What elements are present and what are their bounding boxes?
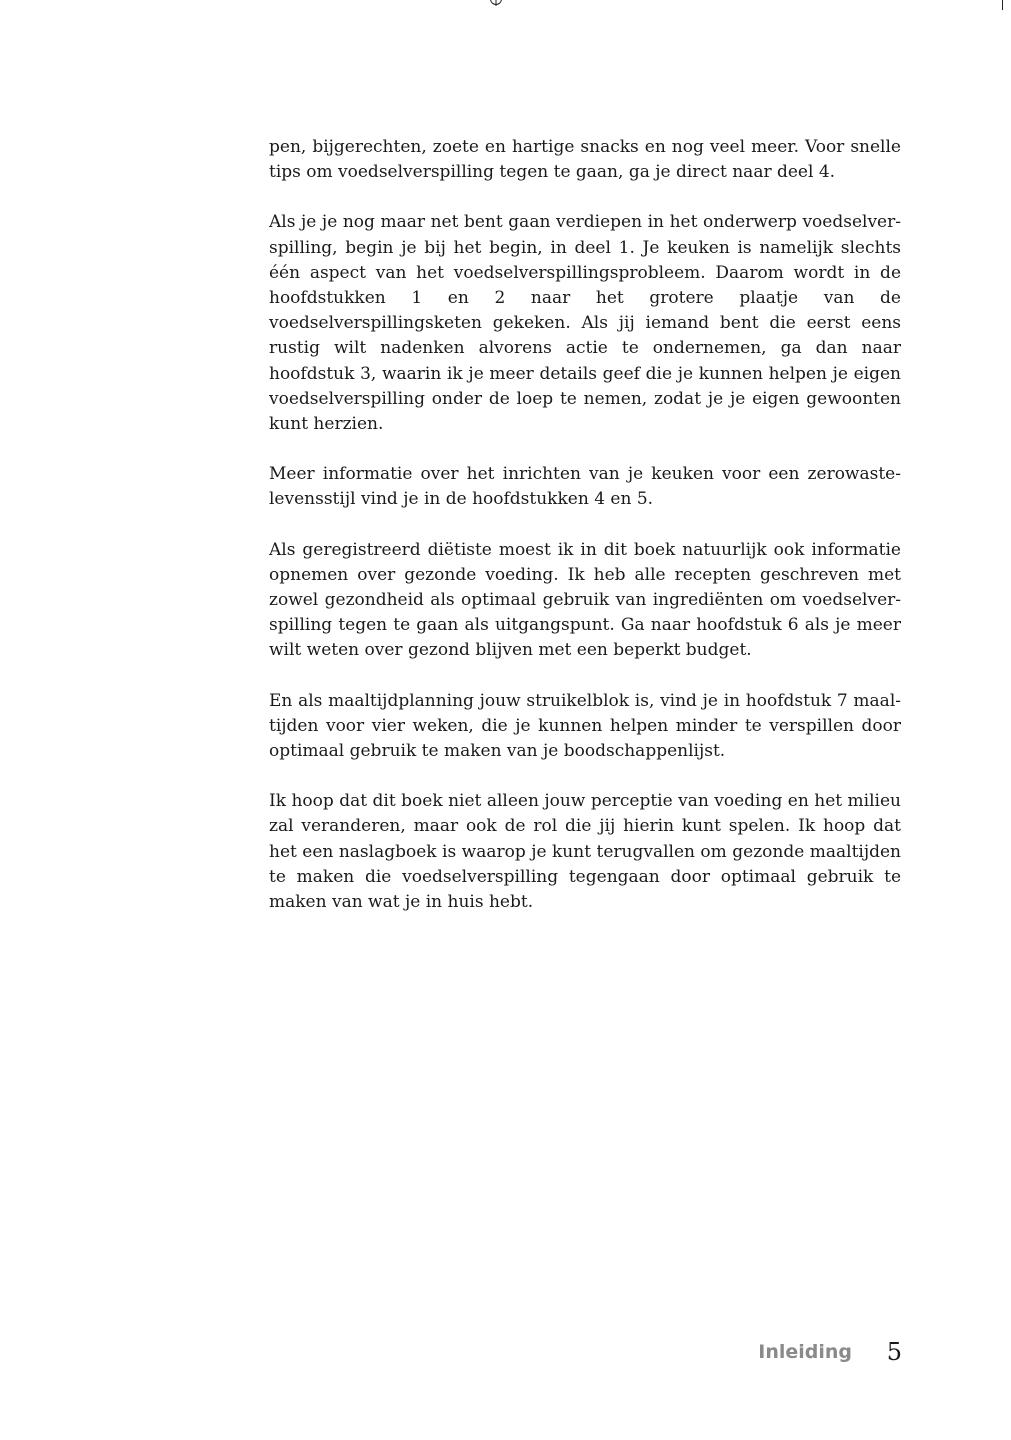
body-text — [269, 135, 901, 940]
paragraph-5: En als maaltijdplanning jouw struikelblok is, vind je in hoofdstuk 7 maaltijden voor vier weken, die je kunnen helpen minder te verspillen door optimaal gebruik te maken van je boodschappenlijst. — [269, 690, 901, 762]
paragraph-3: Meer informatie over het inrichten van je keuken voor een zerowastelevensstijl vind je in de hoofdstukken 4 en 5. — [269, 464, 901, 510]
paragraph-1: pen, bijgerechten, zoete en hartige snacks en nog veel meer. Voor snelle tips om voedselverspilling tegen te gaan, ga je direct naar deel 4. — [269, 137, 901, 183]
registration-mark-icon — [489, 0, 503, 6]
crop-mark — [1002, 0, 1003, 10]
paragraph-6: Ik hoop dat dit boek niet alleen jouw perceptie van voeding en het milieu zal veranderen, maar ook de rol die jij hierin kunt spelen. Ik hoop dat het een naslagboek is waarop je kunt terugvallen om gezonde maaltijden te maken die voedselverspilling tegengaan door optimaal gebruik te maken van wat je in huis hebt. — [269, 791, 901, 913]
paragraph-4: Als geregistreerd diëtiste moest ik in dit boek natuurlijk ook informatie opnemen over gezonde voeding. Ik heb alle recepten geschreven met zowel gezondheid als optimaal gebruik van ingrediënten om voedselverspilling tegen te gaan als uitgangspunt. Ga naar hoofdstuk 6 als je meer wilt weten over gezond blijven met een beperkt budget. — [269, 539, 901, 661]
paragraph-2: Als je je nog maar net bent gaan verdiepen in het onderwerp voedselverspilling, begin je bij het begin, in deel 1. Je keuken is namelijk slechts één aspect van het voedselverspillingsprobleem. Daarom wordt in de hoofdstukken 1 en 2 naar het grotere plaatje van de voedselverspillingsketen gekeken. Als jij iemand bent die eerst eens rustig wilt nadenken alvorens actie te ondernemen, ga dan naar hoofdstuk 3, waarin ik je meer details geef die je kunnen helpen je eigen voedselverspilling onder de loep te nemen, zodat je je eigen gewoonten kunt herzien. — [269, 212, 901, 435]
running-footer-section: Inleiding — [758, 1341, 852, 1363]
page-number: 5 — [886, 1338, 902, 1366]
